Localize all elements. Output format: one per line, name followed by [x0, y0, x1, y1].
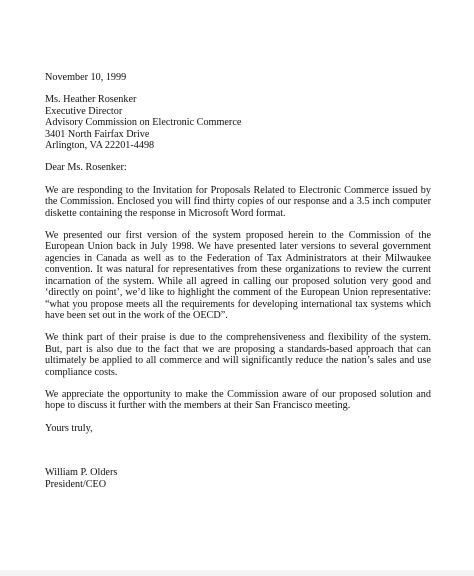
paragraph-line: But, part is also due to the fact that we are proposing a standards-based approach that can [45, 343, 431, 355]
body-paragraph [45, 230, 431, 321]
paragraph-line: ‘directly on point’, we’d like to highlight the comment of the European Union representative: [45, 287, 431, 299]
paragraph-line: We are responding to the Invitation for Proposals Related to Electronic Commerce issued by [45, 184, 431, 196]
body-paragraph [45, 389, 431, 412]
signature-block [45, 467, 431, 490]
paragraph-line: We appreciate the opportunity to make the Commission aware of our proposed solution and [45, 388, 431, 400]
paragraph-line: the Commission. Enclosed you will find thirty copies of our response and a 3.5 inch computer [45, 196, 431, 208]
recipient-city: Arlington, VA 22201-4498 [45, 140, 155, 152]
recipient-organization: Advisory Commission on Electronic Commerce [45, 117, 242, 129]
paragraph-line: hope to discuss it further with the members at their San Francisco meeting. [45, 400, 351, 412]
paragraph-line: “what you propose meets all the requirements for developing international tax systems which [45, 298, 431, 310]
closing: Yours truly, [45, 422, 93, 434]
paragraph-line: convention. It was natural for representatives from these organizations to review the current [45, 264, 431, 276]
recipient-name: Ms. Heather Rosenker [45, 94, 137, 106]
paragraph-line: diskette containing the response in Microsoft Word format. [45, 207, 286, 219]
paragraph-line: ultimately be applied to all commerce and will significantly reduce the nation’s sales and use [45, 355, 431, 367]
paragraph-line: have been set out in the work of the OECD”. [45, 309, 228, 321]
paragraph-line: agencies in Canada as well as to the Federation of Tax Administrators at their Milwaukee [45, 252, 431, 264]
letter [45, 72, 431, 490]
recipient-street: 3401 North Fairfax Drive [45, 128, 150, 140]
paragraph-line: We think part of their praise is due to the comprehensiveness and flexibility of the system. [45, 332, 431, 344]
paragraph-line: incarnation of the system. While all agreed in calling our proposed solution very good and [45, 275, 431, 287]
signer-title: President/CEO [45, 478, 107, 490]
page-bottom-edge [0, 570, 474, 576]
letter-date: November 10, 1999 [45, 72, 127, 83]
body-paragraph [45, 185, 431, 219]
salutation: Dear Ms. Rosenker: [45, 162, 127, 174]
recipient-address-block [45, 94, 431, 151]
recipient-title: Executive Director [45, 105, 123, 117]
paragraph-line: European Union back in July 1998. We have presented later versions to several government [45, 241, 431, 253]
body-paragraph [45, 332, 431, 378]
paragraph-line: We presented our first version of the system proposed herein to the Commission of the [45, 230, 431, 242]
signer-name: William P. Olders [45, 467, 118, 479]
paragraph-line: compliance costs. [45, 366, 118, 378]
